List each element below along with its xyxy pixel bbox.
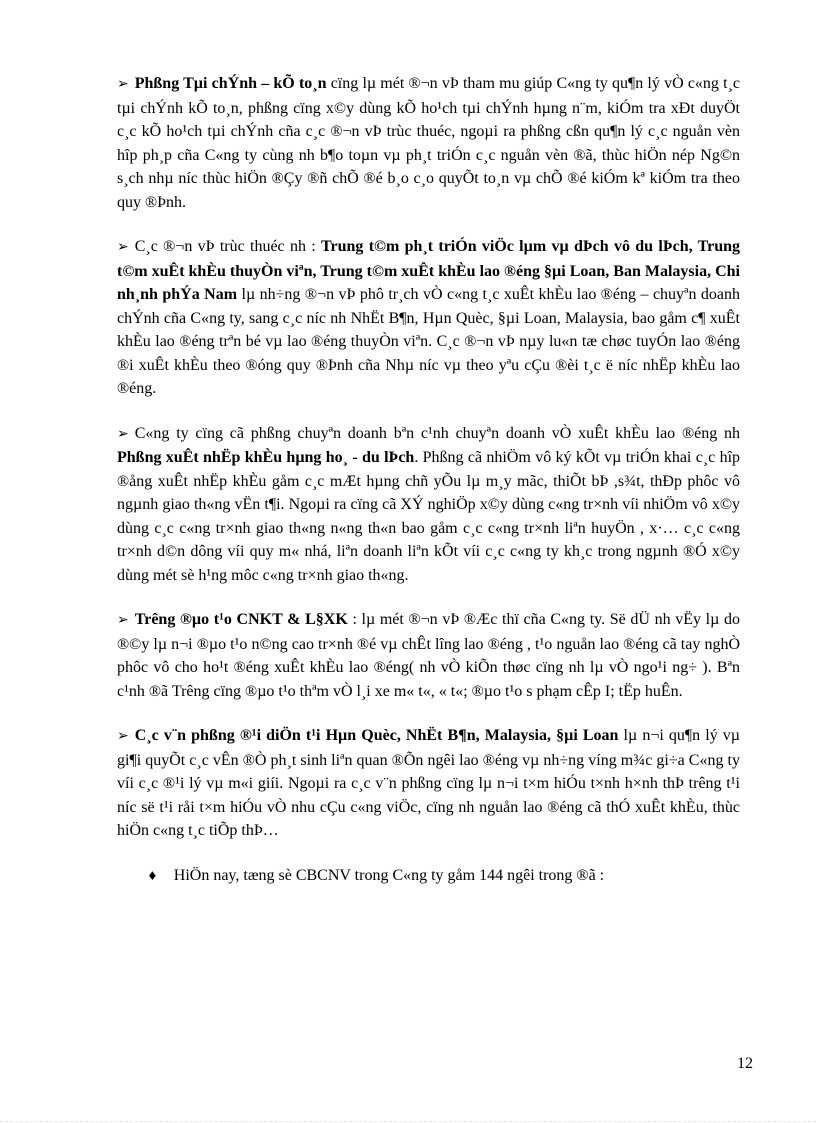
paragraph-heading: Phßng Tµi chÝnh – kÕ to¸n bbox=[134, 75, 327, 92]
paragraph-text: cïng lµ mét ®¬n vÞ tham mu giúp C«ng ty qu¶n lý vÒ c«ng t¸c tµi chÝnh kÕ to¸n, phßng cïng x©y dùng kÕ ho¹ch tµi chÝnh hµng n¨m, kiÓm tra xÐt duyÖt c¸c kÕ ho¹ch tµi chÝnh cña c¸c ®¬n vÞ trùc thuéc, ngoµi ra phßng cßn qu¶n lý c¸c nguån vèn hîp ph¸p cña C«ng ty cùng nh b¶o toµn vµ ph¸t triÓn c¸c nguån vèn ®ã, thùc hiÖn nép Ng©n s¸ch nhµ níc thùc hiÖn ®Çy ®ñ chÕ ®é b¸o c¸o quyÕt to¸n vµ chÕ ®é kiÓm kª kiÓm tra theo quy ®Þnh. bbox=[117, 75, 740, 211]
paragraph-heading: Trung t©m ph¸t triÓn viÖc lµm vµ dÞch vô du lÞch, Trung t©m xuÊt khÈu thuyÒn viªn, Trung t©m xuÊt khÈu lao ®éng §µi Loan, Ban Malaysia, Chi nh¸nh phÝa Nam bbox=[117, 238, 740, 303]
paragraph-heading: Trêng ®µo t¹o CNKT & L§XK bbox=[134, 611, 348, 628]
paragraph-training-school bbox=[117, 608, 740, 703]
arrow-bullet-icon: ➢ bbox=[117, 425, 129, 442]
paragraph-heading: Phßng xuÊt nhËp khÈu hµng ho¸ - du lÞch bbox=[117, 449, 415, 466]
paragraph-lead: C¸c ®¬n vÞ trùc thuéc nh : bbox=[134, 238, 322, 255]
arrow-bullet-icon: ➢ bbox=[117, 728, 129, 744]
page-number: 12 bbox=[737, 1055, 753, 1072]
paragraph-finance bbox=[117, 72, 740, 214]
arrow-bullet-icon: ➢ bbox=[117, 239, 129, 255]
diamond-bullet-icon: ♦ bbox=[147, 868, 158, 883]
bullet-text: HiÖn nay, tæng sè CBCNV trong C«ng ty gåm 144 ngêi trong ®ã : bbox=[173, 866, 605, 884]
paragraph-text: lµ n¬i qu¶n lý vµ gi¶i quyÕt c¸c vÊn ®Ò ph¸t sinh liªn quan ®Õn ngêi lao ®éng vµ nh÷ng víng m¾c gi÷a C«ng ty víi c¸c ®¹i lý vµ m«i giíi. Ngoµi ra c¸c v¨n phßng cïng lµ n¬i t×m hiÓu t×nh h×nh thÞ trêng t¹i níc së t¹i råi t×m hiÓu vÒ nhu cÇu c«ng viÖc, cïng nh nguån lao ®éng cã thÓ xuÊt khÈu, thùc hiÖn c«ng t¸c tiÕp thÞ… bbox=[117, 727, 741, 839]
paragraph-text: lµ nh÷ng ®¬n vÞ phô tr¸ch vÒ c«ng t¸c xuÊt khÈu lao ®éng – chuyªn doanh chÝnh cña C«ng ty, sang c¸c níc nh NhËt B¶n, Hµn Quèc, §µi Loan, Malaysia, bao gåm c¶ xuÊt khÈu lao ®éng trªn bé vµ lao ®éng thuyÒn viªn. C¸c ®¬n vÞ nµy lu«n tæ chøc tuyÓn lao ®éng ®i xuÊt khÈu theo ®óng quy ®Þnh cña Nhµ níc vµ theo yªu cÇu ®èi t¸c ë níc nhËp khÈu lao ®éng. bbox=[117, 286, 741, 397]
arrow-bullet-icon: ➢ bbox=[117, 612, 129, 628]
paragraph-heading: C¸c v¨n phßng ®¹i diÖn t¹i Hµn Quèc, NhËt B¶n, Malaysia, §µi Loan bbox=[134, 727, 619, 744]
paragraph-representative-offices bbox=[117, 724, 740, 843]
paragraph-units bbox=[117, 235, 740, 401]
document-body bbox=[117, 72, 740, 888]
paragraph-text: : lµ mét ®¬n vÞ ®Æc thï cña C«ng ty. Së dÜ nh vËy lµ do ®©y lµ n¬i ®µo t¹o n©ng cao tr×nh ®é vµ chÊt lîng lao ®éng , t¹o nguån lao ®éng cã tay nghÒ phôc vô cho ho¹t ®éng xuÊt khÈu lao ®éng( nh vÒ kiÕn thøc cïng nh lµ vÒ ngo¹i ng÷ ). Bªn c¹nh ®ã Trêng cïng ®µo t¹o thªm vÒ l¸i xe m« t«, « t«; ®µo t¹o s phạm cÊp I; tËp huÊn. bbox=[117, 611, 740, 700]
paragraph-lead: C«ng ty cïng cã phßng chuyªn doanh bªn c¹nh chuyªn doanh vÒ xuÊt khÈu lao ®éng nh bbox=[134, 424, 740, 442]
staff-count-bullet bbox=[117, 864, 740, 889]
paragraph-import-export bbox=[117, 422, 740, 588]
arrow-bullet-icon: ➢ bbox=[117, 76, 129, 92]
paragraph-text: . Phßng cã nhiÖm vô ký kÕt vµ triÓn khai c¸c hîp ®ång xuÊt nhËp khÈu gåm c¸c mÆt hµng chñ yÕu lµ m¸y mãc, thiÕt bÞ ,s¾t, thÐp phôc vô ngµnh giao th«ng vËn t¶i. Ngoµi ra cïng cã XÝ nghiÖp x©y dùng c«ng tr×nh víi nhiÖm vô x©y dùng c¸c c«ng tr×nh giao th«ng n«ng th«n bao gåm c¸c c«ng tr×nh liªn huyÖn , x·… c¸c c«ng tr×nh d©n dông víi quy m« nhá, liªn doanh liªn kÕt víi c¸c c«ng ty kh¸c trong ngµnh ®Ó x©y dùng mét sè h¹ng môc c«ng tr×nh giao th«ng. bbox=[117, 449, 741, 584]
